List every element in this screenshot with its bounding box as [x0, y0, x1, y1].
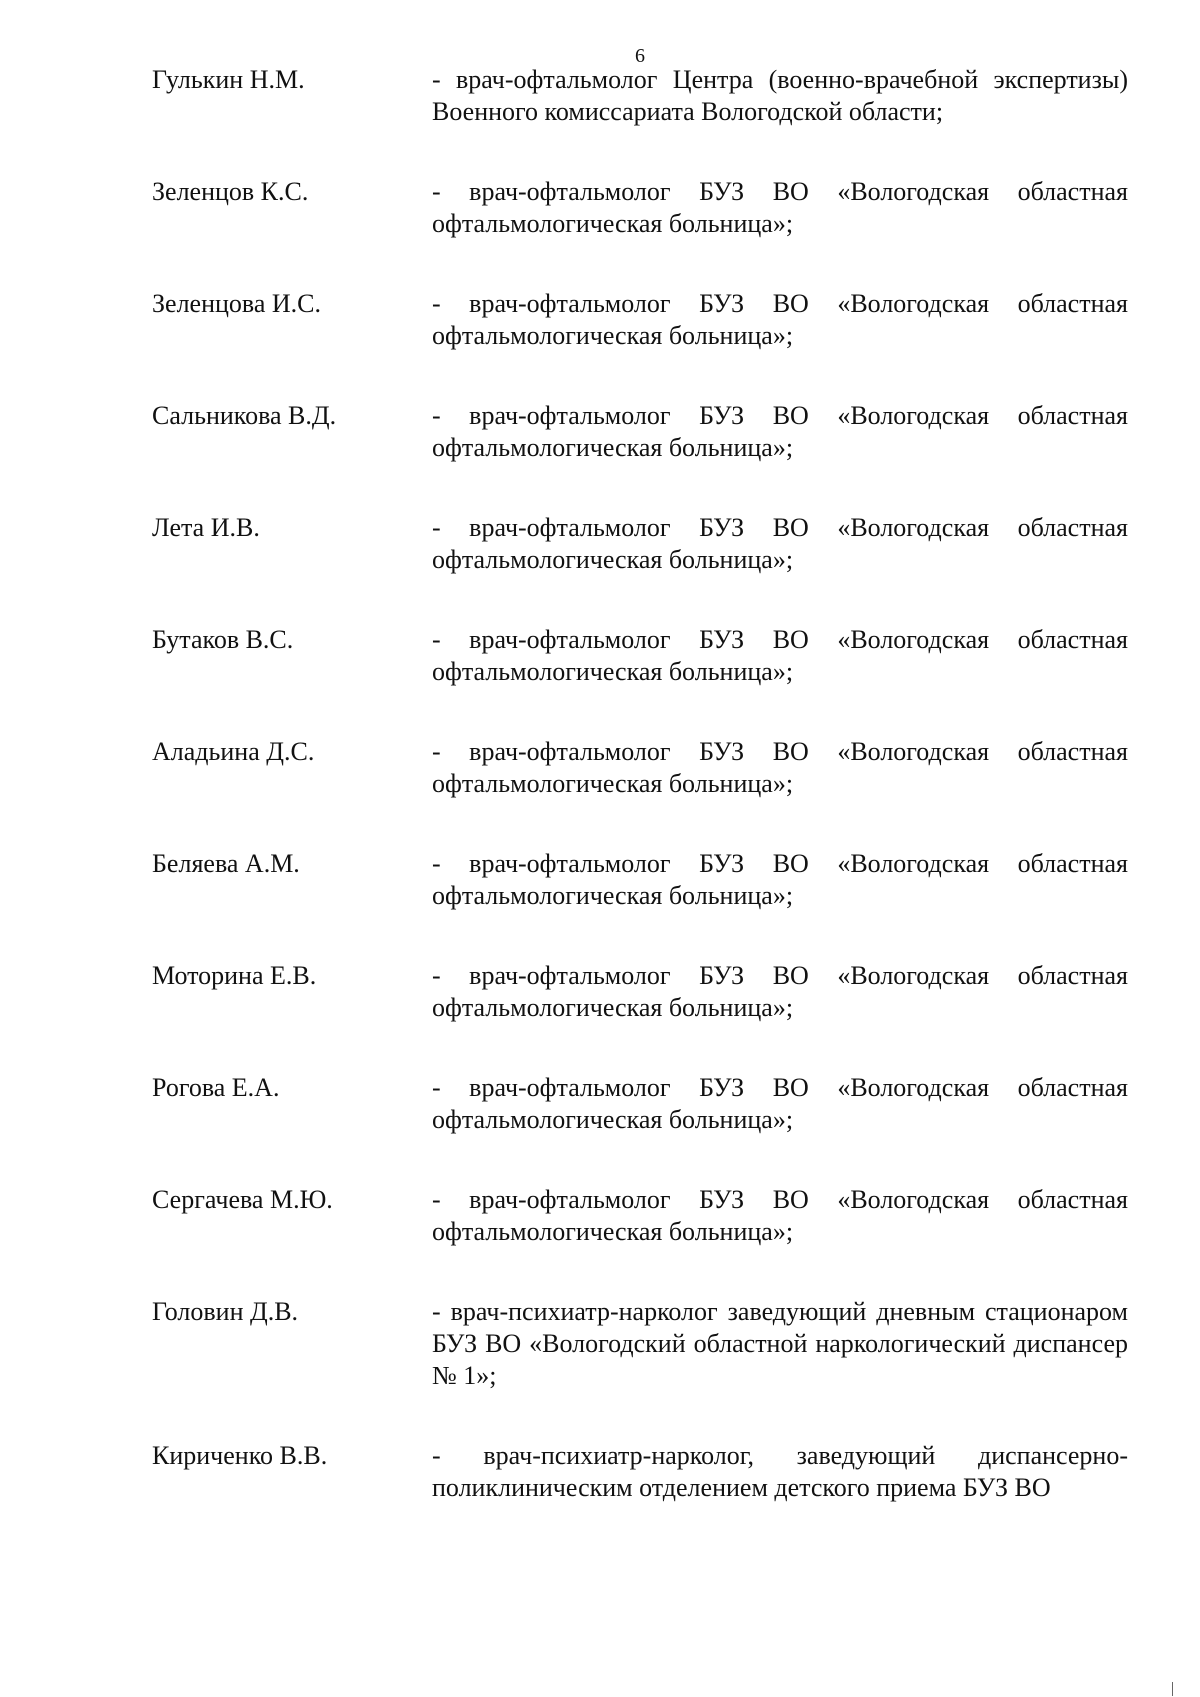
page-number: 6 — [635, 45, 645, 67]
member-position: - врач-офтальмолог БУЗ ВО «Вологодская областная офтальмологическая больница»; — [432, 401, 1128, 462]
member-name: Сальникова В.Д. — [152, 401, 337, 430]
member-position: - врач-офтальмолог БУЗ ВО «Вологодская областная офтальмологическая больница»; — [432, 1073, 1128, 1134]
member-name: Лета И.В. — [152, 513, 260, 542]
member-entry — [152, 176, 1128, 240]
member-entry — [152, 288, 1128, 352]
member-position: - врач-офтальмолог БУЗ ВО «Вологодская областная офтальмологическая больница»; — [432, 961, 1128, 1022]
member-name: Гулькин Н.М. — [152, 65, 305, 94]
member-name: Рогова Е.А. — [152, 1073, 280, 1102]
member-name: Зеленцова И.С. — [152, 289, 321, 318]
member-name: Бутаков В.С. — [152, 625, 294, 654]
member-position: - врач-психиатр-нарколог заведующий дневным стационаром БУЗ ВО «Вологодский областной наркологический диспансер № 1»; — [432, 1297, 1128, 1390]
commission-member-list — [152, 64, 1128, 1504]
member-entry — [152, 512, 1128, 576]
scan-edge-mark — [1172, 1682, 1173, 1696]
member-entry — [152, 1072, 1128, 1136]
member-entry — [152, 624, 1128, 688]
member-name: Моторина Е.В. — [152, 961, 317, 990]
member-position: - врач-офтальмолог БУЗ ВО «Вологодская областная офтальмологическая больница»; — [432, 849, 1128, 910]
member-name: Головин Д.В. — [152, 1297, 299, 1326]
member-entry — [152, 1184, 1128, 1248]
member-name: Беляева А.М. — [152, 849, 300, 878]
member-name: Зеленцов К.С. — [152, 177, 309, 206]
member-entry — [152, 848, 1128, 912]
member-entry — [152, 1440, 1128, 1504]
member-position: - врач-офтальмолог БУЗ ВО «Вологодская областная офтальмологическая больница»; — [432, 625, 1128, 686]
member-name: Аладьина Д.С. — [152, 737, 315, 766]
member-position: - врач-офтальмолог БУЗ ВО «Вологодская областная офтальмологическая больница»; — [432, 737, 1128, 798]
member-entry — [152, 736, 1128, 800]
member-entry — [152, 400, 1128, 464]
member-position: - врач-офтальмолог БУЗ ВО «Вологодская областная офтальмологическая больница»; — [432, 1185, 1128, 1246]
member-name: Сергачева М.Ю. — [152, 1185, 333, 1214]
member-entry — [152, 1296, 1128, 1392]
member-position: - врач-офтальмолог БУЗ ВО «Вологодская областная офтальмологическая больница»; — [432, 177, 1128, 238]
member-position: - врач-психиатр-нарколог, заведующий диспансерно-поликлиническим отделением детского приема БУЗ ВО — [432, 1441, 1128, 1502]
member-entry — [152, 64, 1128, 128]
member-name: Кириченко В.В. — [152, 1441, 328, 1470]
member-entry — [152, 960, 1128, 1024]
member-position: - врач-офтальмолог БУЗ ВО «Вологодская областная офтальмологическая больница»; — [432, 513, 1128, 574]
member-position: - врач-офтальмолог БУЗ ВО «Вологодская областная офтальмологическая больница»; — [432, 289, 1128, 350]
member-position: - врач-офтальмолог Центра (военно-врачебной экспертизы) Военного комиссариата Вологодской области; — [432, 65, 1128, 126]
